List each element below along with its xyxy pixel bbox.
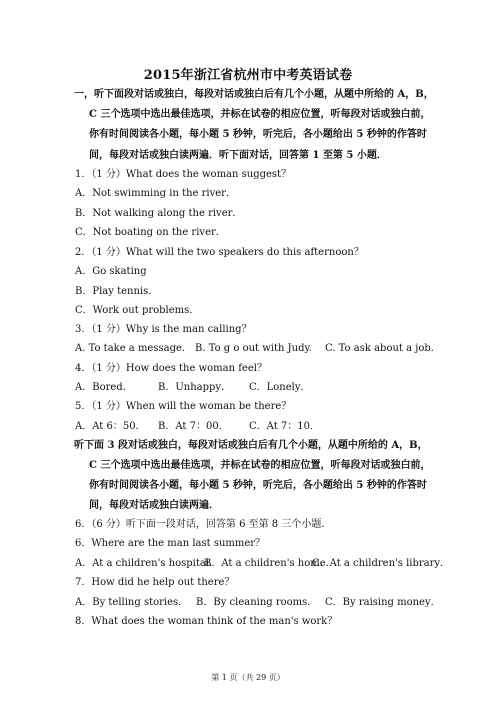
question-7-option-c: C．By raising money．	[325, 597, 441, 608]
question-6-option-a: A．At a children's hospital．	[75, 558, 220, 569]
section1-instruction-line: 一，听下面段对话或独白，每段对话或独白后有几个小题，从题中所给的 A，B，	[74, 89, 434, 100]
question-1-option-a: A．Not swimming in the river．	[75, 188, 236, 199]
question-6-option-c: C．At a children's library．	[312, 558, 451, 569]
question-4-option-a: A．Bored．	[75, 382, 133, 393]
question-5-option-c: C．At 7：10．	[249, 421, 320, 432]
question-3-option-a: A. To take a message．	[75, 343, 192, 354]
section1-instruction-line: C 三个选项中选出最佳选项，并标在试卷的相应位置，听每段对话或独白前，	[89, 109, 431, 120]
question-4-stem: 4．（1 分）How does the woman feel？	[75, 363, 267, 374]
question-2-option-a: A．Go skating	[75, 266, 147, 277]
question-6-stem: 6．Where are the man last summer？	[75, 538, 266, 549]
question-8-stem: 8．What does the woman think of the man's work？	[75, 616, 338, 627]
question-5-option-b: B．At 7：00．	[158, 421, 229, 432]
question-2-option-b: B．Play tennis．	[75, 286, 159, 297]
section2-instruction-line: 间，每段对话或独白读两遍．	[89, 500, 219, 511]
question-4-option-b: B．Unhappy．	[158, 382, 232, 393]
question-7-option-b: B．By cleaning rooms．	[196, 597, 318, 608]
question-1-option-b: B．Not walking along the river．	[75, 208, 243, 219]
question-1-option-c: C．Not boating on the river．	[75, 227, 226, 238]
page-title: 2015年浙江省杭州市中考英语试卷	[143, 68, 353, 83]
question-3-option-b: B. To g o out with Judy.	[195, 343, 312, 354]
section2-instruction-line: 你有时间阅读各小题，每小题 5 秒钟，听完后，各小题给出 5 秒钟的作答时	[89, 480, 427, 491]
section1-instruction-line: 间，每段对话或独白读两遍．听下面对话，回答第 1 至第 5 小题．	[89, 150, 387, 161]
question-4-option-c: C．Lonely．	[249, 382, 311, 393]
section1-instruction-line: 你有时间阅读各小题，每小题 5 秒钟，听完后，各小题给出 5 秒钟的作答时	[89, 129, 427, 140]
question-3-option-c: C. To ask about a job．	[325, 343, 441, 354]
question-2-option-c: C．Work out problems．	[75, 305, 200, 316]
question-1-stem: 1．（1 分）What does the woman suggest？	[75, 169, 292, 180]
section2-instruction-line: C 三个选项中选出最佳选项，并标在试卷的相应位置，听每段对话或独白前，	[89, 460, 431, 471]
section2-instruction-line: 听下面 3 段对话或独白，每段对话或独白后有几个小题，从题中所给的 A，B，	[74, 440, 428, 451]
question-7-option-a: A．By telling stories．	[75, 597, 189, 608]
question-6-option-b: B．At a children's home．	[204, 558, 336, 569]
question-5-option-a: A．At 6：50．	[75, 421, 146, 432]
question-5-stem: 5．（1 分）When will the woman be there？	[75, 401, 292, 412]
question-6-header: 6．（6 分）听下面一段对话，回答第 6 至第 8 三个小题．	[75, 519, 332, 530]
question-2-stem: 2．（1 分）What will the two speakers do this afternoon？	[75, 247, 364, 258]
question-3-stem: 3．（1 分）Why is the man calling？	[75, 324, 252, 335]
question-7-stem: 7．How did he help out there？	[75, 577, 235, 588]
page-footer: 第 1 页（共 29 页）	[211, 673, 285, 682]
